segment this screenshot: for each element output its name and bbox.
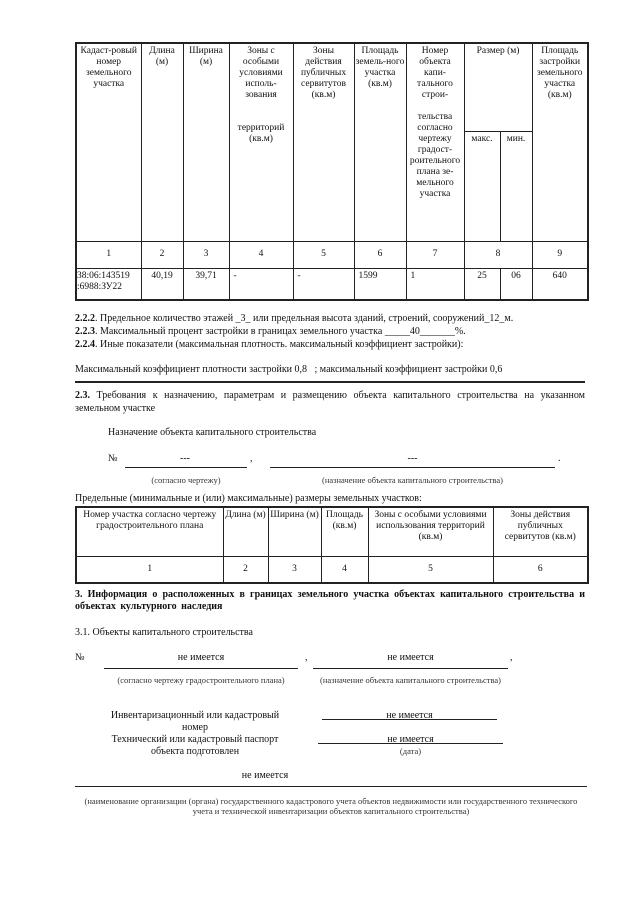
col-num: 2 [223,556,268,583]
divider [75,381,585,383]
para-num: 2.2.2 [75,313,95,324]
comma: , [510,652,513,663]
limits-title: Предельные (минимальные и (или) максимальные) размеры земельных участков: [75,493,422,504]
para-text: . Максимальный процент застройки в границах земельного участка _____40_______%. [95,326,466,337]
cell-built-area: 640 [532,268,588,300]
underline [104,668,298,669]
passport-value: не имеется [387,734,434,745]
col-num: 6 [493,556,588,583]
caption: (наименование организации (органа) государственного кадастрового учета объектов недвижимости или государственного технического учета и технической инвентаризации объектов капитального строительства) [84,796,578,816]
header-size: Размер (м) [464,43,532,131]
period: . [558,453,561,464]
header-plot-num: Номер участка согласно чертежу градостроительного плана [76,507,223,556]
header-min: мин. [500,131,532,241]
para-text: . Предельное количество этажей _3_ или предельная высота зданий, строений, сооружений_12_м. [95,313,514,324]
para-2-3 [75,389,585,415]
col-num: 5 [293,241,354,268]
underline [313,668,508,669]
cell-width: 39,71 [183,268,229,300]
caption: (назначение объекта капитального строительства) [321,475,504,485]
cell-length: 40,19 [141,268,183,300]
caption: (дата) [399,746,422,756]
section-3-title: 3. Информация о расположенных в границах земельного участка объектах капитального строительства и объектах культурного наследия [75,589,585,612]
header-max: макс. [464,131,500,241]
inv-value: не имеется [386,710,433,721]
para-text: Требования к назначению, параметрам и размещению объекта капитального строительства на указанном земельном участке [75,390,585,414]
header-area: Площадь (кв.м) [321,507,368,556]
purpose-name: --- [407,453,418,464]
para-2-2-3 [75,326,466,337]
para-2-2-2 [75,313,513,324]
purpose-label: Назначение объекта капитального строительства [108,427,317,438]
header-cadastral: Кадаст-ровый номер земельного участка [76,43,141,241]
cell-zones: - [229,268,293,300]
no-sign: № [75,652,85,663]
para-2-2-4 [75,339,463,350]
col-num: 3 [183,241,229,268]
para-num: 2.2.4 [75,339,95,350]
col-num: 3 [268,556,321,583]
passport-label: Технический или кадастровый паспорт объекта подготовлен [111,734,279,757]
col-num: 7 [406,241,464,268]
header-width: Ширина (м) [183,43,229,241]
underline [75,786,587,787]
table-row [76,268,588,300]
oks-name: не имеется [387,652,434,663]
header-zones: Зоны с особыми условиями использования территорий (кв.м) [368,507,493,556]
col-num: 9 [532,241,588,268]
col-num: 4 [229,241,293,268]
cell-object: 1 [406,268,464,300]
cell-servitudes: - [293,268,354,300]
underline [318,743,503,744]
header-built-area: Площадь застройки земельного участка (кв.м) [532,43,588,241]
header-object [406,43,464,241]
underline [270,467,555,468]
limits-table [75,506,589,584]
section-3-1-title: 3.1. Объекты капитального строительства [75,627,253,638]
header-object-cont: тельства согласно чертежу градост-роительного плана зе-мельного участка [409,112,461,199]
cell-max: 25 [464,268,500,300]
coefficients: Максимальный коэффициент плотности застройки 0,8 ; максимальный коэффициент застройки 0,6 [75,364,503,375]
col-num: 4 [321,556,368,583]
col-num: 5 [368,556,493,583]
para-text: . Иные показатели (максимальная плотность. максимальный коэффициент застройки): [95,339,464,350]
underline [125,467,247,468]
header-zones [229,43,293,241]
header-servitudes: Зоны действия публичных сервитутов (кв.м) [493,507,588,556]
cell-min: 06 [500,268,532,300]
purpose-num: --- [180,453,190,464]
caption: (согласно чертежу) [151,475,221,485]
caption: (назначение объекта капитального строительства) [319,675,502,685]
oks-num: не имеется [177,652,225,663]
comma: , [305,652,308,663]
header-zones-cont: территорий (кв.м) [237,123,285,144]
underline [322,719,497,720]
header-width: Ширина (м) [268,507,321,556]
col-num: 1 [76,241,141,268]
para-num: 2.2.3 [75,326,95,337]
header-zones-text: Зоны с особыми условиями исполь-зования [239,46,283,100]
header-length: Длина (м) [141,43,183,241]
caption: (согласно чертежу градостроительного плана) [117,675,285,685]
para-num: 2.3. [75,390,90,401]
col-num: 6 [354,241,406,268]
col-num: 1 [76,556,223,583]
org-value: не имеется [241,770,289,781]
col-num: 2 [141,241,183,268]
cell-cadastral: 38:06:143519 :6988:ЗУ22 [76,268,141,300]
header-length: Длина (м) [223,507,268,556]
comma: , [250,453,253,464]
header-servitudes: Зоны действия публичных сервитутов (кв.м) [293,43,354,241]
header-object-text: Номер объекта капи-тального строи- [417,46,453,100]
inv-label: Инвентаризационный или кадастровый номер [110,710,280,733]
col-num: 8 [464,241,532,268]
cell-area: 1599 [354,268,406,300]
land-plot-table [75,42,589,301]
no-sign: № [108,453,118,464]
header-area: Площадь земель-ного участка (кв.м) [354,43,406,241]
